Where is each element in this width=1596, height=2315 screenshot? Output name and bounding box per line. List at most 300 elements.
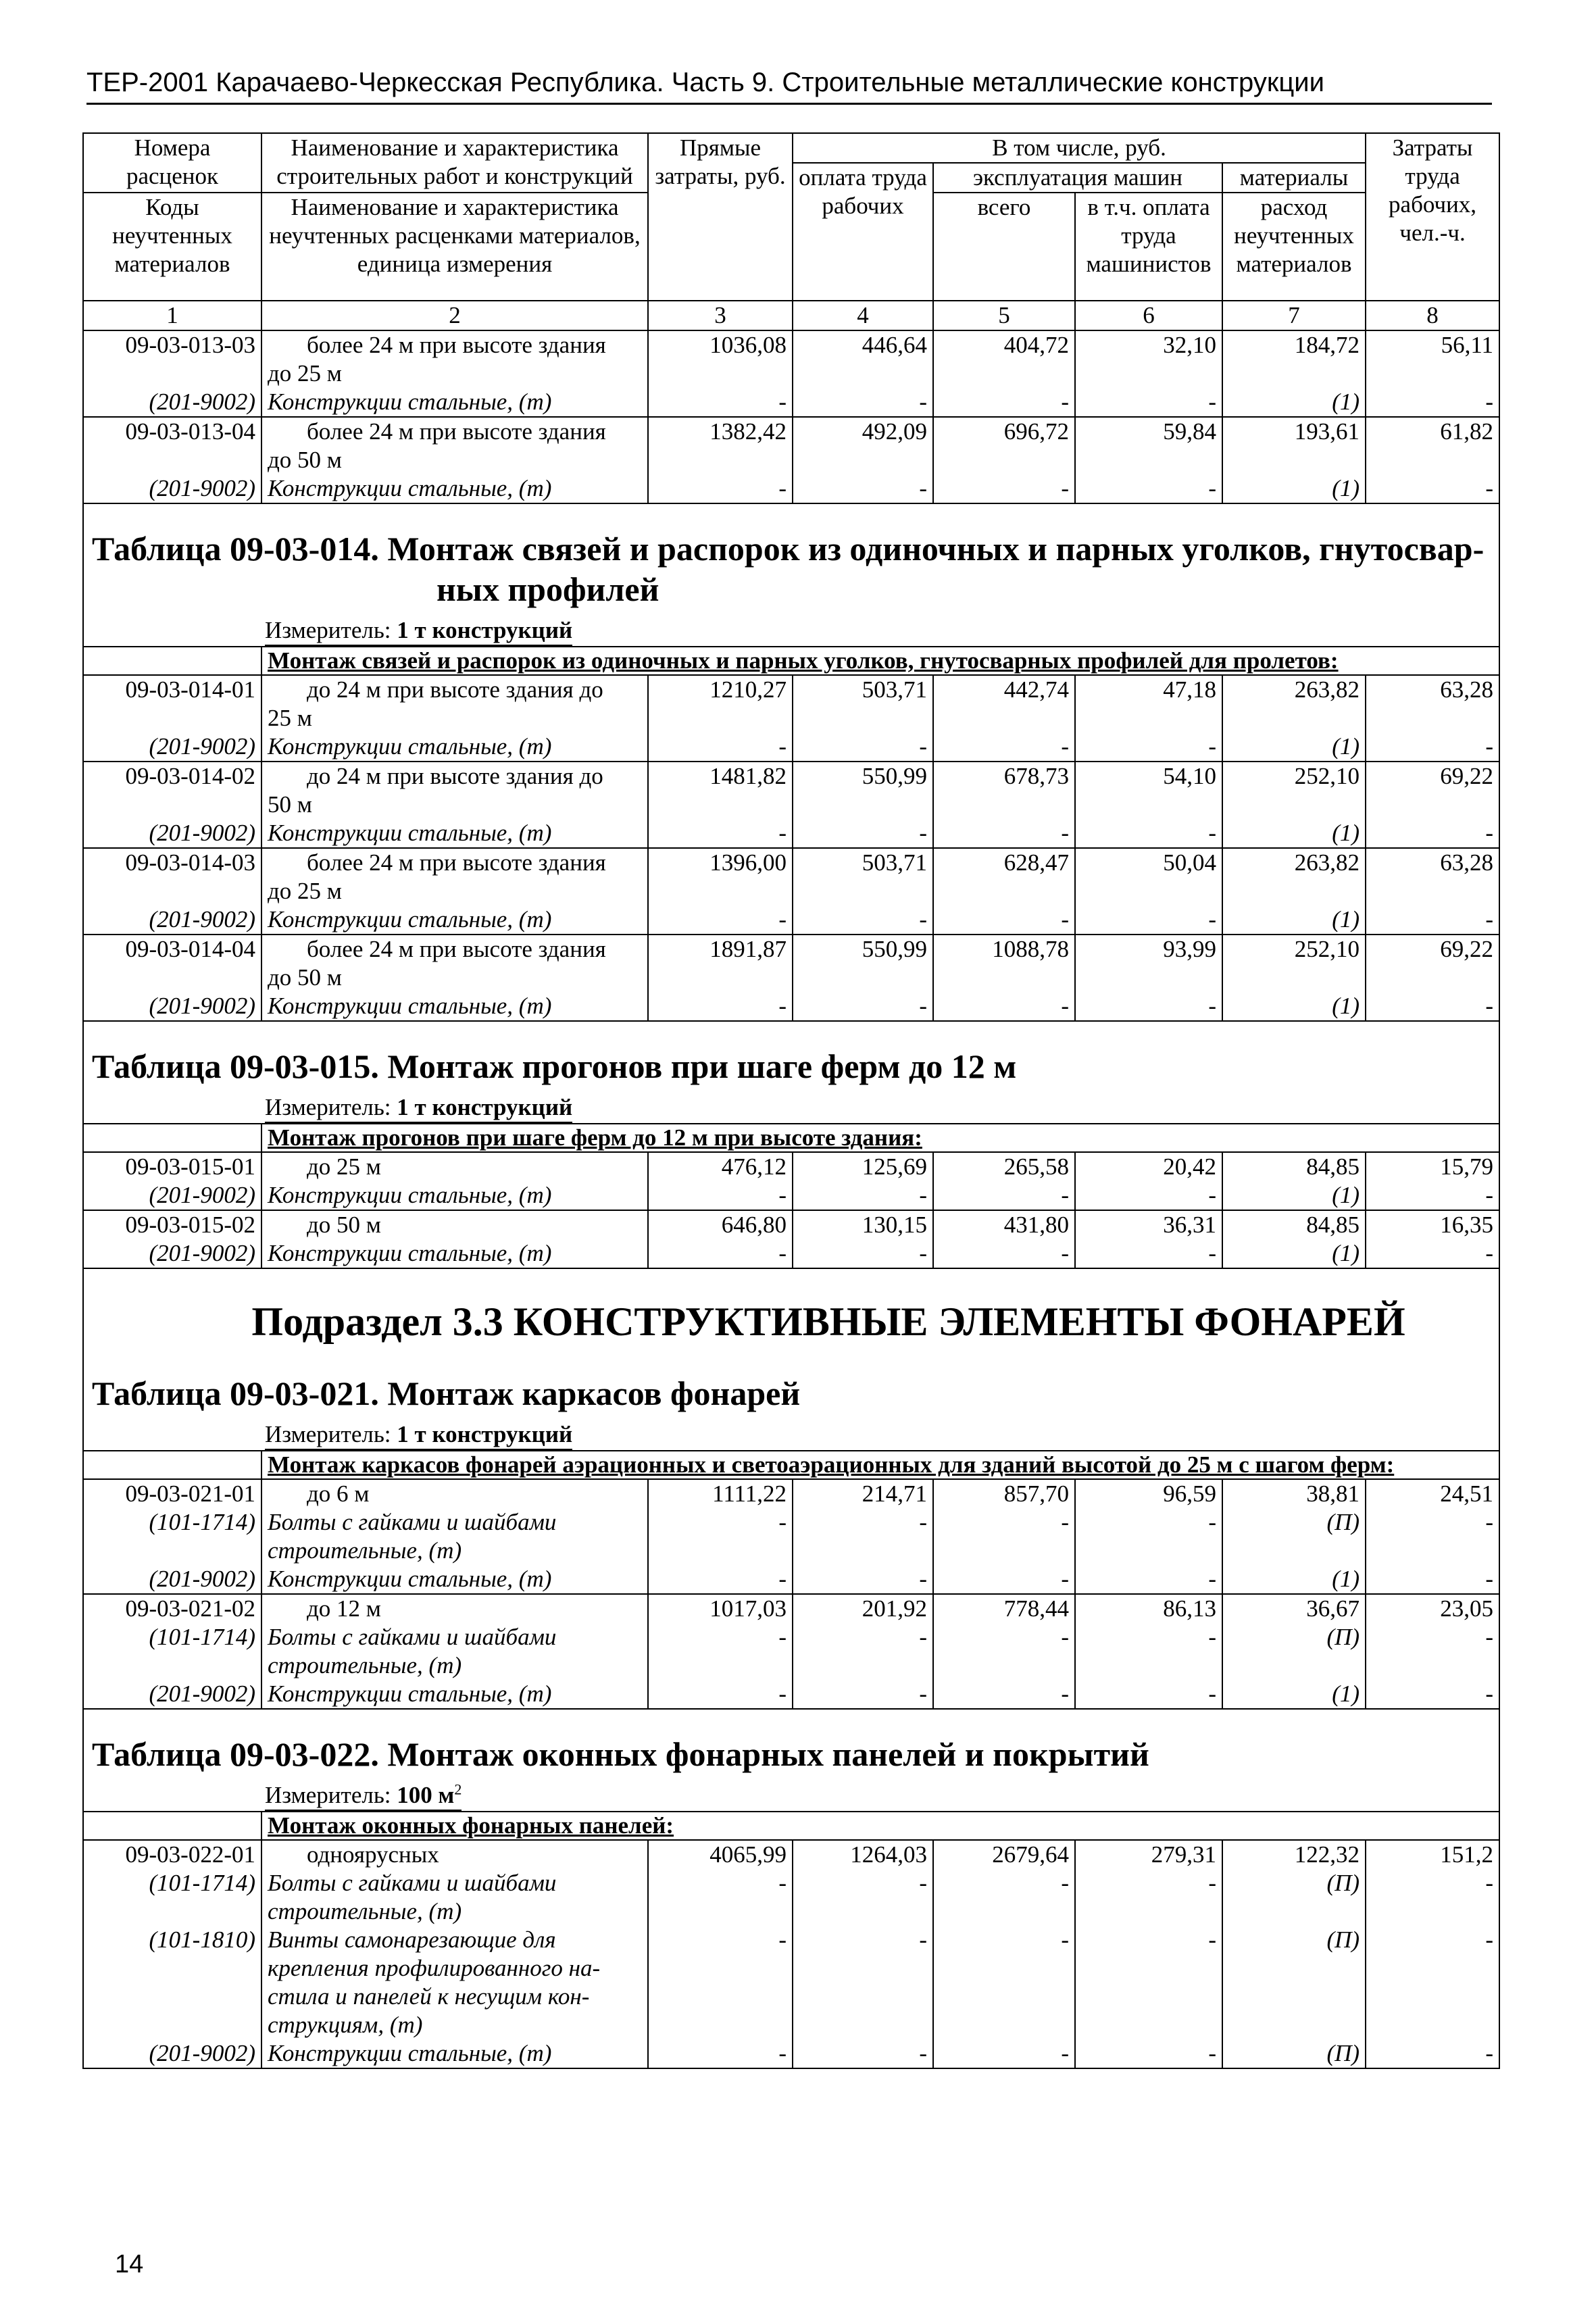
- direct-costs: 1036,08: [648, 330, 793, 359]
- labor-pay: 503,71: [793, 848, 933, 877]
- labor-pay: 446,64: [793, 330, 933, 359]
- machinists-pay: 36,31: [1075, 1210, 1222, 1239]
- labor-pay: 550,99: [793, 935, 933, 964]
- header-rates-number: Номера расценок: [83, 133, 261, 193]
- labor-cost: -: [1366, 1623, 1499, 1651]
- measure-unit: [83, 1416, 1499, 1451]
- machinists-pay: 50,04: [1075, 848, 1222, 877]
- header-direct-costs: Прямые затраты, руб.: [648, 133, 793, 301]
- materials: 36,67: [1222, 1594, 1366, 1623]
- labor-cost: -: [1366, 388, 1499, 417]
- machine-total: 857,70: [933, 1479, 1075, 1508]
- table-title-line: Таблица 09-03-014. Монтаж связей и распорок из одиночных и парных уголков, гнутосвар-: [92, 530, 1485, 568]
- header-labor-pay: оплата труда рабочих: [793, 163, 933, 301]
- measure-value: 100 м: [397, 1782, 455, 1808]
- rate-code: 09-03-014-03: [83, 848, 261, 877]
- material-code: (101-1714): [83, 1869, 261, 1897]
- materials: (1): [1222, 474, 1366, 503]
- material-code: (201-9002): [83, 905, 261, 935]
- machine-total: -: [933, 1869, 1075, 1897]
- materials: (1): [1222, 732, 1366, 762]
- col-number: 3: [648, 301, 793, 330]
- rate-name-cont: до 50 м: [261, 446, 648, 474]
- direct-costs: -: [648, 992, 793, 1021]
- material-row: [83, 388, 1499, 417]
- table-row: [83, 762, 1499, 791]
- material-row: [83, 732, 1499, 762]
- material-row: [83, 2011, 1499, 2039]
- material-row: [83, 1623, 1499, 1651]
- material-name-cont: струкциям, (т): [261, 2011, 648, 2039]
- labor-pay: -: [793, 905, 933, 935]
- rate-name-cont: до 50 м: [261, 964, 648, 992]
- material-row: [83, 905, 1499, 935]
- labor-cost: -: [1366, 1508, 1499, 1537]
- machinists-pay: 59,84: [1075, 417, 1222, 446]
- machinists-pay: -: [1075, 992, 1222, 1021]
- rate-name: одноярусных: [261, 1840, 648, 1869]
- materials: (П): [1222, 1869, 1366, 1897]
- direct-costs: 4065,99: [648, 1840, 793, 1869]
- col-number: 1: [83, 301, 261, 330]
- table-title: Таблица 09-03-015. Монтаж прогонов при шаге ферм до 12 м: [83, 1042, 1499, 1089]
- header-machinists-pay: в т.ч. оплата труда машинистов: [1075, 193, 1222, 301]
- direct-costs: 1111,22: [648, 1479, 793, 1508]
- labor-cost: -: [1366, 732, 1499, 762]
- labor-cost: -: [1366, 1181, 1499, 1210]
- rate-name-cont: до 25 м: [261, 877, 648, 905]
- direct-costs: 476,12: [648, 1152, 793, 1181]
- labor-pay: -: [793, 1565, 933, 1594]
- rate-name-cont: 50 м: [261, 791, 648, 819]
- machinists-pay: 54,10: [1075, 762, 1222, 791]
- direct-costs: -: [648, 1565, 793, 1594]
- material-row: [83, 1181, 1499, 1210]
- materials: 184,72: [1222, 330, 1366, 359]
- materials: (1): [1222, 992, 1366, 1021]
- machine-total: -: [933, 992, 1075, 1021]
- rate-name: до 24 м при высоте здания до: [261, 762, 648, 791]
- labor-cost: -: [1366, 905, 1499, 935]
- labor-cost: -: [1366, 1680, 1499, 1709]
- labor-pay: -: [793, 1239, 933, 1268]
- material-name: Болты с гайками и шайбами: [261, 1508, 648, 1537]
- labor-cost: 24,51: [1366, 1479, 1499, 1508]
- table-row: [83, 704, 1499, 732]
- materials: (1): [1222, 819, 1366, 848]
- labor-cost: 63,28: [1366, 675, 1499, 704]
- labor-cost: 69,22: [1366, 935, 1499, 964]
- rate-name-cont: 25 м: [261, 704, 648, 732]
- machinists-pay: 47,18: [1075, 675, 1222, 704]
- labor-pay: -: [793, 1926, 933, 1954]
- rate-name: более 24 м при высоте здания: [261, 848, 648, 877]
- machine-total: -: [933, 1926, 1075, 1954]
- labor-cost: 151,2: [1366, 1840, 1499, 1869]
- materials: (П): [1222, 1508, 1366, 1537]
- price-table: [82, 132, 1500, 2069]
- direct-costs: 1382,42: [648, 417, 793, 446]
- machinists-pay: -: [1075, 1508, 1222, 1537]
- labor-cost: 61,82: [1366, 417, 1499, 446]
- table-row: [83, 330, 1499, 359]
- labor-cost: -: [1366, 1565, 1499, 1594]
- machinists-pay: -: [1075, 1181, 1222, 1210]
- machinists-pay: -: [1075, 1565, 1222, 1594]
- measure-value: 1 т конструкций: [397, 1421, 573, 1447]
- labor-pay: -: [793, 1869, 933, 1897]
- rate-code: 09-03-021-02: [83, 1594, 261, 1623]
- machinists-pay: -: [1075, 1926, 1222, 1954]
- running-head: ТЕР-2001 Карачаево-Черкесская Республика. Часть 9. Строительные металлические конструкции: [86, 65, 1492, 105]
- machine-total: 265,58: [933, 1152, 1075, 1181]
- material-row: [83, 1869, 1499, 1897]
- material-name: Болты с гайками и шайбами: [261, 1869, 648, 1897]
- table-row: [83, 1479, 1499, 1508]
- machinists-pay: -: [1075, 1239, 1222, 1268]
- table-row: [83, 675, 1499, 704]
- header-machine-operation: эксплуатация машин: [933, 163, 1222, 193]
- labor-cost: -: [1366, 2039, 1499, 2068]
- material-name-cont: стила и панелей к несущим кон-: [261, 1983, 648, 2011]
- header-machine-total: всего: [933, 193, 1075, 301]
- materials: 84,85: [1222, 1210, 1366, 1239]
- labor-pay: 130,15: [793, 1210, 933, 1239]
- machine-total: 1088,78: [933, 935, 1075, 964]
- rate-name: более 24 м при высоте здания: [261, 330, 648, 359]
- header-including: В том числе, руб.: [793, 133, 1366, 163]
- material-name: Конструкции стальные, (т): [261, 732, 648, 762]
- material-name: Винты самонарезающие для: [261, 1926, 648, 1954]
- direct-costs: 646,80: [648, 1210, 793, 1239]
- header-work-name: Наименование и характеристика строительных работ и конструкций: [261, 133, 648, 193]
- machine-total: -: [933, 1508, 1075, 1537]
- rate-code: 09-03-014-04: [83, 935, 261, 964]
- materials: (П): [1222, 2039, 1366, 2068]
- machinists-pay: -: [1075, 474, 1222, 503]
- material-code: (201-9002): [83, 819, 261, 848]
- machine-total: 442,74: [933, 675, 1075, 704]
- machinists-pay: -: [1075, 2039, 1222, 2068]
- rate-code: 09-03-015-02: [83, 1210, 261, 1239]
- machine-total: -: [933, 1565, 1075, 1594]
- machine-total: 778,44: [933, 1594, 1075, 1623]
- machine-total: -: [933, 819, 1075, 848]
- measure-label: Измеритель:: [265, 1421, 397, 1447]
- material-name: Конструкции стальные, (т): [261, 1565, 648, 1594]
- labor-cost: -: [1366, 1239, 1499, 1268]
- materials: (1): [1222, 1680, 1366, 1709]
- machine-total: 678,73: [933, 762, 1075, 791]
- machine-total: -: [933, 388, 1075, 417]
- material-code: (101-1714): [83, 1508, 261, 1537]
- rate-name: до 50 м: [261, 1210, 648, 1239]
- material-name-cont: строительные, (т): [261, 1897, 648, 1926]
- machine-total: 404,72: [933, 330, 1075, 359]
- labor-pay: -: [793, 819, 933, 848]
- materials: (1): [1222, 1565, 1366, 1594]
- table-row: [83, 935, 1499, 964]
- machine-total: -: [933, 1623, 1075, 1651]
- rate-code: 09-03-022-01: [83, 1840, 261, 1869]
- table-row: [83, 1152, 1499, 1181]
- labor-pay: 503,71: [793, 675, 933, 704]
- rate-code: 09-03-015-01: [83, 1152, 261, 1181]
- measure-value: 1 т конструкций: [397, 617, 573, 643]
- measure-label: Измеритель:: [265, 1782, 397, 1808]
- direct-costs: -: [648, 1239, 793, 1268]
- labor-cost: 23,05: [1366, 1594, 1499, 1623]
- group-heading: Монтаж прогонов при шаге ферм до 12 м при высоте здания:: [261, 1124, 1499, 1152]
- machine-total: -: [933, 1239, 1075, 1268]
- material-name: Конструкции стальные, (т): [261, 992, 648, 1021]
- table-row: [83, 877, 1499, 905]
- labor-cost: -: [1366, 1926, 1499, 1954]
- materials: (П): [1222, 1926, 1366, 1954]
- material-row: [83, 1651, 1499, 1680]
- material-name: Конструкции стальные, (т): [261, 2039, 648, 2068]
- header-unaccounted-codes: Коды неучтенных материалов: [83, 193, 261, 301]
- direct-costs: -: [648, 388, 793, 417]
- machine-total: 628,47: [933, 848, 1075, 877]
- material-code: (201-9002): [83, 1181, 261, 1210]
- table-title: [83, 524, 1499, 612]
- table-row: [83, 964, 1499, 992]
- machinists-pay: 96,59: [1075, 1479, 1222, 1508]
- machine-total: 2679,64: [933, 1840, 1075, 1869]
- col-number: 5: [933, 301, 1075, 330]
- machine-total: -: [933, 905, 1075, 935]
- machine-total: 431,80: [933, 1210, 1075, 1239]
- rate-code: 09-03-014-02: [83, 762, 261, 791]
- measure-unit: [83, 1777, 1499, 1812]
- table-row: [83, 446, 1499, 474]
- machine-total: -: [933, 1181, 1075, 1210]
- direct-costs: 1481,82: [648, 762, 793, 791]
- material-name-cont: строительные, (т): [261, 1537, 648, 1565]
- header-materials: материалы: [1222, 163, 1366, 193]
- table-row: [83, 791, 1499, 819]
- material-code: (201-9002): [83, 1239, 261, 1268]
- rate-name: более 24 м при высоте здания: [261, 417, 648, 446]
- table-row: [83, 1210, 1499, 1239]
- col-number: 8: [1366, 301, 1499, 330]
- material-name-cont: крепления профилированного на-: [261, 1954, 648, 1983]
- material-row: [83, 1983, 1499, 2011]
- labor-cost: 15,79: [1366, 1152, 1499, 1181]
- material-row: [83, 1897, 1499, 1926]
- labor-pay: -: [793, 474, 933, 503]
- table-row: [83, 848, 1499, 877]
- material-code: (201-9002): [83, 732, 261, 762]
- material-name: Конструкции стальные, (т): [261, 1239, 648, 1268]
- material-code: (201-9002): [83, 474, 261, 503]
- labor-pay: -: [793, 992, 933, 1021]
- machine-total: -: [933, 474, 1075, 503]
- material-row: [83, 1954, 1499, 1983]
- materials: (1): [1222, 1181, 1366, 1210]
- materials: (1): [1222, 905, 1366, 935]
- materials: 193,61: [1222, 417, 1366, 446]
- direct-costs: 1017,03: [648, 1594, 793, 1623]
- material-row: [83, 1508, 1499, 1537]
- machinists-pay: 20,42: [1075, 1152, 1222, 1181]
- direct-costs: -: [648, 905, 793, 935]
- labor-pay: -: [793, 1181, 933, 1210]
- material-name-cont: строительные, (т): [261, 1651, 648, 1680]
- materials: 84,85: [1222, 1152, 1366, 1181]
- machine-total: 696,72: [933, 417, 1075, 446]
- col-number: 4: [793, 301, 933, 330]
- material-row: [83, 2039, 1499, 2068]
- measure-superscript: 2: [454, 1781, 462, 1798]
- col-number: 6: [1075, 301, 1222, 330]
- direct-costs: -: [648, 2039, 793, 2068]
- measure-unit: [83, 1089, 1499, 1124]
- labor-cost: -: [1366, 819, 1499, 848]
- material-name: Конструкции стальные, (т): [261, 905, 648, 935]
- labor-cost: 56,11: [1366, 330, 1499, 359]
- labor-cost: 69,22: [1366, 762, 1499, 791]
- rate-name: до 6 м: [261, 1479, 648, 1508]
- table-row: [83, 359, 1499, 388]
- measure-unit: [83, 612, 1499, 647]
- materials: 38,81: [1222, 1479, 1366, 1508]
- machinists-pay: 86,13: [1075, 1594, 1222, 1623]
- material-row: [83, 992, 1499, 1021]
- table-row: [83, 417, 1499, 446]
- labor-pay: -: [793, 2039, 933, 2068]
- table-title: Таблица 09-03-021. Монтаж каркасов фонарей: [83, 1369, 1499, 1416]
- labor-cost: 63,28: [1366, 848, 1499, 877]
- labor-pay: -: [793, 1508, 933, 1537]
- materials: 263,82: [1222, 675, 1366, 704]
- rate-name: до 12 м: [261, 1594, 648, 1623]
- machine-total: -: [933, 2039, 1075, 2068]
- material-name: Конструкции стальные, (т): [261, 474, 648, 503]
- machinists-pay: -: [1075, 388, 1222, 417]
- material-code: (101-1810): [83, 1926, 261, 1954]
- header-unaccounted-names: Наименование и характеристика неучтенных расценками материалов, единица измерения: [261, 193, 648, 301]
- materials: (1): [1222, 388, 1366, 417]
- material-name: Болты с гайками и шайбами: [261, 1623, 648, 1651]
- labor-cost: -: [1366, 992, 1499, 1021]
- direct-costs: -: [648, 1181, 793, 1210]
- rate-name: до 24 м при высоте здания до: [261, 675, 648, 704]
- machinists-pay: 32,10: [1075, 330, 1222, 359]
- direct-costs: -: [648, 474, 793, 503]
- rate-code: 09-03-013-03: [83, 330, 261, 359]
- labor-pay: 201,92: [793, 1594, 933, 1623]
- direct-costs: 1396,00: [648, 848, 793, 877]
- machine-total: -: [933, 732, 1075, 762]
- material-row: [83, 1680, 1499, 1709]
- material-code: (201-9002): [83, 1680, 261, 1709]
- labor-pay: 214,71: [793, 1479, 933, 1508]
- material-row: [83, 1239, 1499, 1268]
- material-code: (101-1714): [83, 1623, 261, 1651]
- table-row: [83, 1840, 1499, 1869]
- direct-costs: -: [648, 1680, 793, 1709]
- labor-pay: 125,69: [793, 1152, 933, 1181]
- labor-pay: -: [793, 388, 933, 417]
- machinists-pay: 93,99: [1075, 935, 1222, 964]
- labor-cost: 16,35: [1366, 1210, 1499, 1239]
- materials: 252,10: [1222, 762, 1366, 791]
- material-code: (201-9002): [83, 992, 261, 1021]
- labor-pay: -: [793, 1623, 933, 1651]
- rate-name: до 25 м: [261, 1152, 648, 1181]
- materials: 252,10: [1222, 935, 1366, 964]
- table-title: Таблица 09-03-022. Монтаж оконных фонарных панелей и покрытий: [83, 1730, 1499, 1777]
- group-heading: Монтаж связей и распорок из одиночных и парных уголков, гнутосварных профилей для пролетов:: [261, 647, 1499, 675]
- labor-pay: 550,99: [793, 762, 933, 791]
- labor-pay: 492,09: [793, 417, 933, 446]
- rate-name: более 24 м при высоте здания: [261, 935, 648, 964]
- header-unaccounted-materials: расход неучтенных материалов: [1222, 193, 1366, 301]
- machinists-pay: -: [1075, 819, 1222, 848]
- machinists-pay: -: [1075, 1869, 1222, 1897]
- material-name: Конструкции стальные, (т): [261, 1181, 648, 1210]
- material-row: [83, 1537, 1499, 1565]
- rate-code: 09-03-014-01: [83, 675, 261, 704]
- material-name: Конструкции стальные, (т): [261, 1680, 648, 1709]
- labor-pay: 1264,03: [793, 1840, 933, 1869]
- measure-value: 1 т конструкций: [397, 1094, 573, 1120]
- material-name: Конструкции стальные, (т): [261, 388, 648, 417]
- machinists-pay: -: [1075, 732, 1222, 762]
- measure-label: Измеритель:: [265, 1094, 397, 1120]
- rate-code: 09-03-021-01: [83, 1479, 261, 1508]
- labor-cost: -: [1366, 474, 1499, 503]
- machine-total: -: [933, 1680, 1075, 1709]
- direct-costs: 1891,87: [648, 935, 793, 964]
- materials: 263,82: [1222, 848, 1366, 877]
- materials: 122,32: [1222, 1840, 1366, 1869]
- table-row: [83, 1594, 1499, 1623]
- materials: (1): [1222, 1239, 1366, 1268]
- machinists-pay: 279,31: [1075, 1840, 1222, 1869]
- col-number: 7: [1222, 301, 1366, 330]
- materials: (П): [1222, 1623, 1366, 1651]
- labor-pay: -: [793, 732, 933, 762]
- machinists-pay: -: [1075, 1680, 1222, 1709]
- group-heading: Монтаж каркасов фонарей аэрационных и светоаэрационных для зданий высотой до 25 м с шагом ферм:: [261, 1451, 1499, 1479]
- page-number: 14: [115, 2250, 144, 2279]
- direct-costs: 1210,27: [648, 675, 793, 704]
- machinists-pay: -: [1075, 1623, 1222, 1651]
- col-number: 2: [261, 301, 648, 330]
- direct-costs: -: [648, 732, 793, 762]
- material-row: [83, 1926, 1499, 1954]
- direct-costs: -: [648, 1508, 793, 1537]
- material-name: Конструкции стальные, (т): [261, 819, 648, 848]
- machinists-pay: -: [1075, 905, 1222, 935]
- rate-code: 09-03-013-04: [83, 417, 261, 446]
- header-labor-cost: Затраты труда рабочих, чел.-ч.: [1366, 133, 1499, 301]
- material-row: [83, 474, 1499, 503]
- material-row: [83, 819, 1499, 848]
- measure-label: Измеритель:: [265, 617, 397, 643]
- labor-cost: -: [1366, 1869, 1499, 1897]
- rate-name-cont: до 25 м: [261, 359, 648, 388]
- direct-costs: -: [648, 1623, 793, 1651]
- group-heading: Монтаж оконных фонарных панелей:: [261, 1812, 1499, 1840]
- material-code: (201-9002): [83, 388, 261, 417]
- material-code: (201-9002): [83, 1565, 261, 1594]
- subsection-title: Подраздел 3.3 КОНСТРУКТИВНЫЕ ЭЛЕМЕНТЫ ФОНАРЕЙ: [83, 1293, 1499, 1349]
- material-row: [83, 1565, 1499, 1594]
